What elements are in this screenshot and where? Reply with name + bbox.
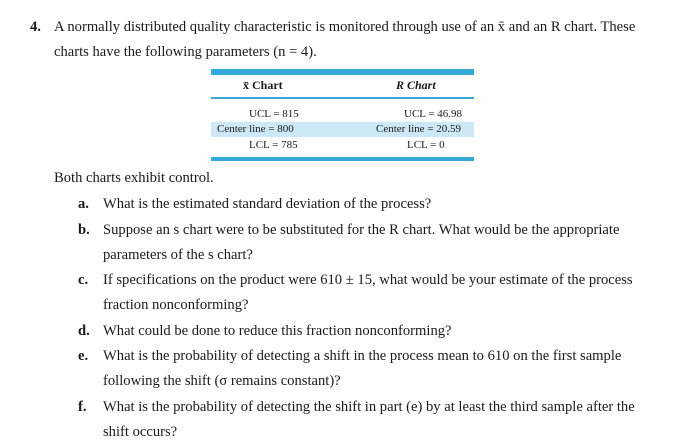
part-c-text-line-1: If specifications on the product were 610 ± 15, what would be your estimate of the process: [103, 272, 633, 288]
part-f-label: f.: [78, 399, 87, 415]
part-b-text-line-2: parameters of the s chart?: [103, 247, 253, 263]
part-f-text-line-1: What is the probability of detecting the shift in part (e) by at least the third sample after the: [103, 399, 635, 415]
part-e-text-line-1: What is the probability of detecting a shift in the process mean to 610 on the first sample: [103, 348, 622, 364]
control-chart-parameters-table: [211, 69, 474, 161]
table-cell-r-lcl: LCL = 0: [407, 139, 445, 151]
question-intro-line-2: charts have the following parameters (n = 4).: [54, 44, 317, 60]
part-b-text-line-1: Suppose an s chart were to be substituted for the R chart. What would be the appropriate: [103, 222, 620, 238]
table-header-r-chart: R Chart: [396, 78, 436, 92]
table-cell-xbar-ucl: UCL = 815: [249, 108, 299, 120]
part-a-text: What is the estimated standard deviation of the process?: [103, 196, 432, 212]
table-bottom-rule: [211, 157, 474, 161]
part-e-text-line-2: following the shift (σ remains constant)?: [103, 373, 341, 389]
part-b-label: b.: [78, 222, 90, 238]
part-c-label: c.: [78, 272, 89, 288]
table-row: [211, 138, 474, 153]
table-cell-r-ucl: UCL = 46.98: [404, 108, 463, 120]
part-f-text-line-2: shift occurs?: [103, 424, 178, 440]
part-d-label: d.: [78, 323, 90, 339]
part-d-text: What could be done to reduce this fraction nonconforming?: [103, 323, 452, 339]
part-e-label: e.: [78, 348, 89, 364]
table-header-xbar-chart: x̄ Chart: [243, 78, 283, 92]
part-a-label: a.: [78, 196, 89, 212]
question-intro-line-1: A normally distributed quality characteristic is monitored through use of an x̄ and an R chart. These: [54, 19, 636, 35]
table-cell-xbar-center-line: Center line = 800: [217, 123, 294, 135]
question-number: 4.: [30, 19, 41, 35]
table-header-rule: [211, 97, 474, 99]
table-cell-xbar-lcl: LCL = 785: [249, 139, 298, 151]
table-cell-r-center-line: Center line = 20.59: [376, 123, 462, 135]
part-c-text-line-2: fraction nonconforming?: [103, 297, 249, 313]
table-top-rule: [211, 69, 474, 75]
table-row: [211, 107, 474, 122]
table-row: [211, 122, 474, 137]
control-statement: Both charts exhibit control.: [54, 170, 214, 186]
